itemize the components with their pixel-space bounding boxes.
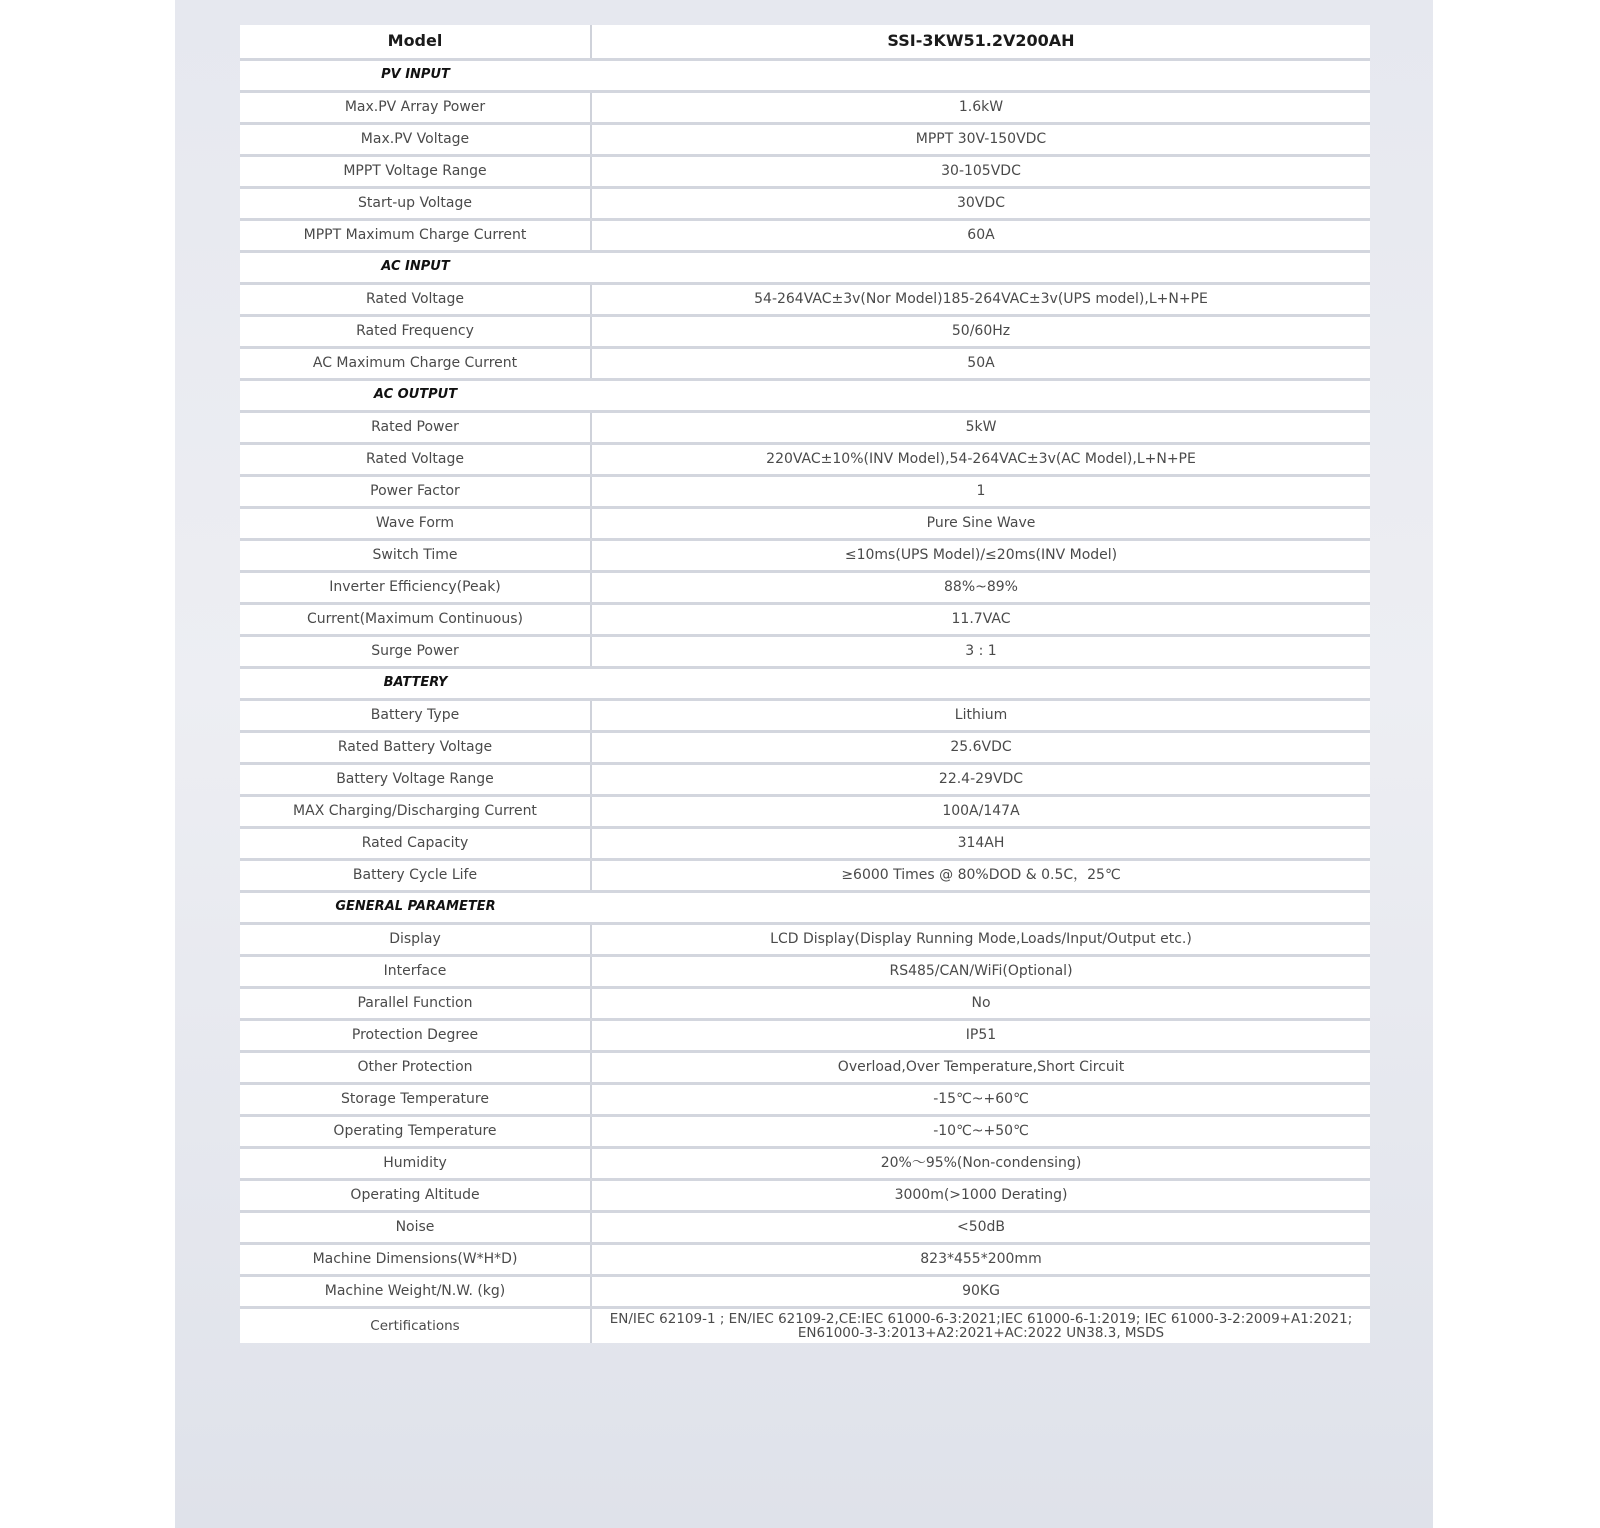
spec-label: Battery Voltage Range — [240, 763, 591, 795]
spec-label: Machine Dimensions(W*H*D) — [240, 1243, 591, 1275]
spec-row — [240, 1083, 1370, 1115]
spec-value: 20%～95%(Non-condensing) — [591, 1147, 1370, 1179]
spec-label: Certifications — [240, 1307, 591, 1343]
spec-label: Max.PV Voltage — [240, 123, 591, 155]
spec-label: Power Factor — [240, 475, 591, 507]
spec-row — [240, 987, 1370, 1019]
spec-row — [240, 475, 1370, 507]
spec-label: Battery Type — [240, 699, 591, 731]
spec-row — [240, 155, 1370, 187]
spec-label: Rated Voltage — [240, 443, 591, 475]
model-label: Model — [240, 25, 591, 59]
section-header-row — [240, 59, 1370, 91]
spec-label: Max.PV Array Power — [240, 91, 591, 123]
spec-value: 50/60Hz — [591, 315, 1370, 347]
spec-value: IP51 — [591, 1019, 1370, 1051]
section-title: PV INPUT — [240, 59, 591, 91]
spec-row — [240, 827, 1370, 859]
spec-row — [240, 411, 1370, 443]
spec-label: Inverter Efficiency(Peak) — [240, 571, 591, 603]
spec-value: 314AH — [591, 827, 1370, 859]
spec-value: 3 : 1 — [591, 635, 1370, 667]
section-header-row — [240, 667, 1370, 699]
spec-label: AC Maximum Charge Current — [240, 347, 591, 379]
spec-label: Noise — [240, 1211, 591, 1243]
spec-row — [240, 219, 1370, 251]
spec-value: 3000m(>1000 Derating) — [591, 1179, 1370, 1211]
spec-table — [240, 25, 1370, 1343]
spec-row — [240, 1243, 1370, 1275]
spec-value: 90KG — [591, 1275, 1370, 1307]
spec-label: Start-up Voltage — [240, 187, 591, 219]
section-title: AC INPUT — [240, 251, 591, 283]
model-row — [240, 25, 1370, 59]
spec-label: Switch Time — [240, 539, 591, 571]
spec-table-body — [240, 25, 1370, 1343]
spec-row — [240, 763, 1370, 795]
spec-value: No — [591, 987, 1370, 1019]
spec-row — [240, 123, 1370, 155]
spec-label: Rated Capacity — [240, 827, 591, 859]
spec-row — [240, 347, 1370, 379]
spec-row — [240, 859, 1370, 891]
spec-label: Interface — [240, 955, 591, 987]
spec-value: 220VAC±10%(INV Model),54-264VAC±3v(AC Model),L+N+PE — [591, 443, 1370, 475]
spec-value: -15℃~+60℃ — [591, 1083, 1370, 1115]
spec-label: Operating Temperature — [240, 1115, 591, 1147]
spec-row — [240, 315, 1370, 347]
spec-value: 50A — [591, 347, 1370, 379]
spec-value: 22.4-29VDC — [591, 763, 1370, 795]
spec-label: Surge Power — [240, 635, 591, 667]
spec-value: Pure Sine Wave — [591, 507, 1370, 539]
spec-value: <50dB — [591, 1211, 1370, 1243]
spec-label: Rated Power — [240, 411, 591, 443]
spec-row — [240, 507, 1370, 539]
spec-value: 11.7VAC — [591, 603, 1370, 635]
spec-row — [240, 571, 1370, 603]
spec-label: Parallel Function — [240, 987, 591, 1019]
spec-row — [240, 795, 1370, 827]
spec-label: Operating Altitude — [240, 1179, 591, 1211]
spec-value: 25.6VDC — [591, 731, 1370, 763]
spec-value: 823*455*200mm — [591, 1243, 1370, 1275]
section-spacer — [591, 251, 1370, 283]
section-title: BATTERY — [240, 667, 591, 699]
spec-value: -10℃~+50℃ — [591, 1115, 1370, 1147]
spec-value: ≥6000 Times @ 80%DOD & 0.5C，25℃ — [591, 859, 1370, 891]
spec-label: Wave Form — [240, 507, 591, 539]
spec-value: Lithium — [591, 699, 1370, 731]
spec-row — [240, 1019, 1370, 1051]
spec-row — [240, 539, 1370, 571]
spec-row — [240, 923, 1370, 955]
spec-label: Rated Battery Voltage — [240, 731, 591, 763]
section-spacer — [591, 891, 1370, 923]
spec-value: ≤10ms(UPS Model)/≤20ms(INV Model) — [591, 539, 1370, 571]
spec-row — [240, 1051, 1370, 1083]
spec-label: Display — [240, 923, 591, 955]
spec-row — [240, 443, 1370, 475]
spec-label: MAX Charging/Discharging Current — [240, 795, 591, 827]
section-header-row — [240, 379, 1370, 411]
spec-value: EN/IEC 62109-1 ; EN/IEC 62109-2,CE:IEC 61000-6-3:2021;IEC 61000-6-1:2019; IEC 61000-3-2:2009+A1:2021; EN61000-3-3:2013+A2:2021+AC:2022 UN38.3, MSDS — [609, 1310, 1353, 1341]
section-spacer — [591, 667, 1370, 699]
spec-label: Battery Cycle Life — [240, 859, 591, 891]
section-spacer — [591, 59, 1370, 91]
spec-value: LCD Display(Display Running Mode,Loads/Input/Output etc.) — [591, 923, 1370, 955]
section-header-row — [240, 891, 1370, 923]
spec-value: 54-264VAC±3v(Nor Model)185-264VAC±3v(UPS model),L+N+PE — [591, 283, 1370, 315]
spec-row — [240, 635, 1370, 667]
spec-row — [240, 1115, 1370, 1147]
spec-value: 30-105VDC — [591, 155, 1370, 187]
spec-row — [240, 283, 1370, 315]
spec-value: 1.6kW — [591, 91, 1370, 123]
spec-label: Storage Temperature — [240, 1083, 591, 1115]
spec-row — [240, 699, 1370, 731]
spec-value: 5kW — [591, 411, 1370, 443]
spec-row — [240, 1307, 1370, 1343]
spec-value: 30VDC — [591, 187, 1370, 219]
spec-label: MPPT Maximum Charge Current — [240, 219, 591, 251]
spec-row — [240, 955, 1370, 987]
spec-row — [240, 1179, 1370, 1211]
spec-value: RS485/CAN/WiFi(Optional) — [591, 955, 1370, 987]
spec-value: 1 — [591, 475, 1370, 507]
spec-row — [240, 91, 1370, 123]
spec-value: MPPT 30V-150VDC — [591, 123, 1370, 155]
spec-value: 60A — [591, 219, 1370, 251]
section-title: AC OUTPUT — [240, 379, 591, 411]
spec-label: Other Protection — [240, 1051, 591, 1083]
spec-row — [240, 1147, 1370, 1179]
spec-row — [240, 1211, 1370, 1243]
section-title: GENERAL PARAMETER — [240, 891, 591, 923]
spec-row — [240, 731, 1370, 763]
spec-row — [240, 187, 1370, 219]
section-spacer — [591, 379, 1370, 411]
spec-label: MPPT Voltage Range — [240, 155, 591, 187]
spec-label: Humidity — [240, 1147, 591, 1179]
spec-label: Protection Degree — [240, 1019, 591, 1051]
spec-label: Current(Maximum Continuous) — [240, 603, 591, 635]
spec-value: 100A/147A — [591, 795, 1370, 827]
spec-label: Rated Frequency — [240, 315, 591, 347]
section-header-row — [240, 251, 1370, 283]
model-value: SSI-3KW51.2V200AH — [591, 25, 1370, 59]
spec-row — [240, 1275, 1370, 1307]
spec-value: Overload,Over Temperature,Short Circuit — [591, 1051, 1370, 1083]
spec-value: 88%~89% — [591, 571, 1370, 603]
spec-row — [240, 603, 1370, 635]
spec-label: Machine Weight/N.W. (kg) — [240, 1275, 591, 1307]
spec-label: Rated Voltage — [240, 283, 591, 315]
